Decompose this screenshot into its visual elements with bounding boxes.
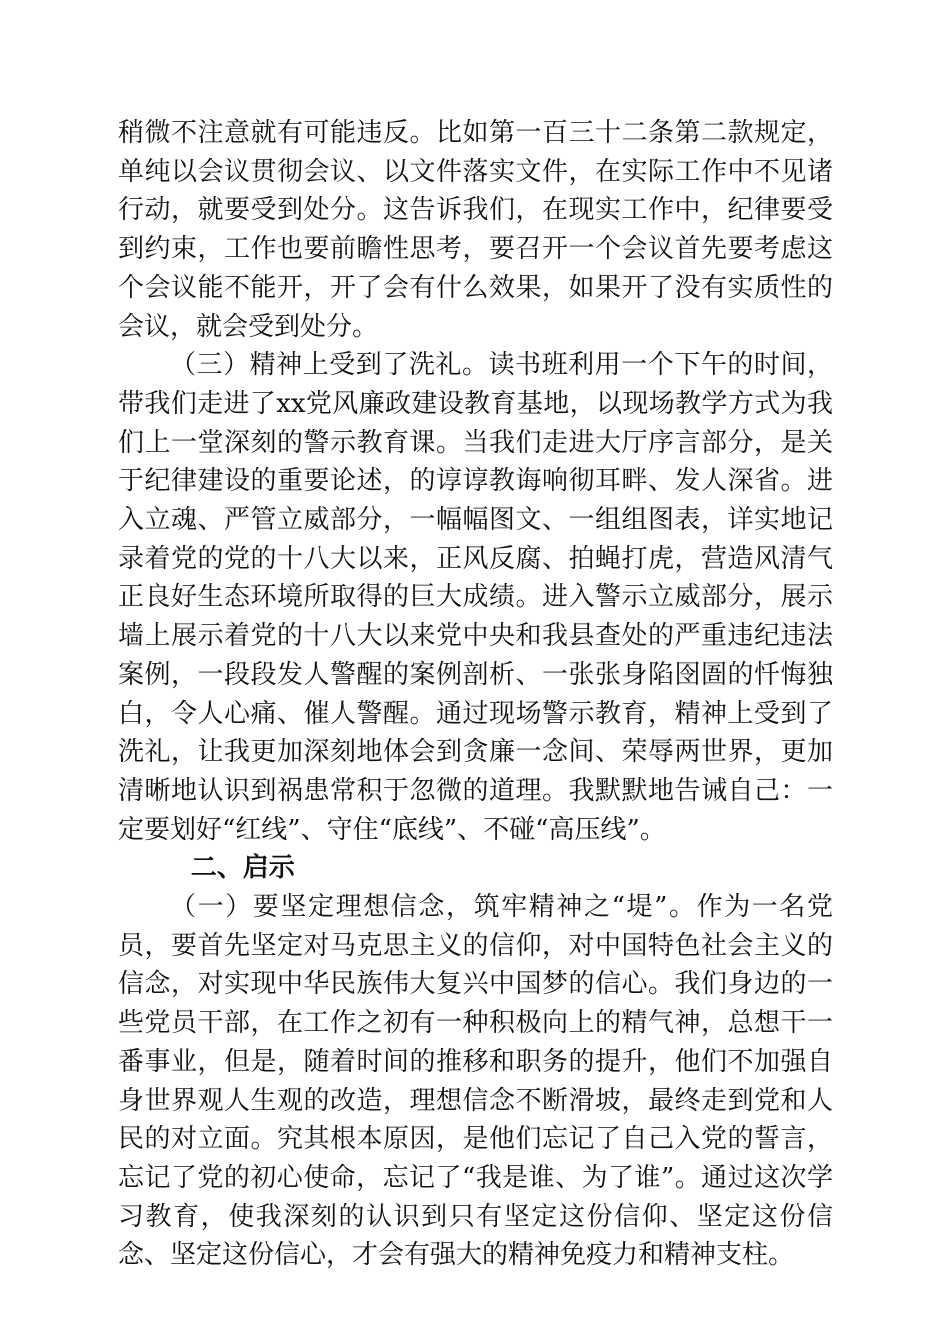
paragraph-spiritual-baptism: （三）精神上受到了洗礼。读书班利用一个下午的时间，带我们走进了xx党风廉政建设教育基地，以现场教学方式为我们上一堂深刻的警示教育课。当我们走进大厅序言部分，是关于纪律建设的重要论述，的谆谆教诲响彻耳畔、发人深省。进入立魂、严管立威部分，一幅幅图文、一组组图表，详实地记录着党的党的十八大以来，正风反腐、拍蝇打虎，营造风清气正良好生态环境所取得的巨大成绩。进入警示立威部分，展示墙上展示着党的十八大以来党中央和我县查处的严重违纪违法案例，一段段发人警醒的案例剖析、一张张身陷囹圄的忏悔独白，令人心痛、催人警醒。通过现场警示教育，精神上受到了洗礼，让我更加深刻地体会到贪廉一念间、荣辱两世界，更加清晰地认识到祸患常积于忽微的道理。我默默地告诫自己：一定要划好“红线”、守住“底线”、不碰“高压线”。 <box>118 350 833 845</box>
paragraph-ideals-and-beliefs: （一）要坚定理想信念，筑牢精神之“堤”。作为一名党员，要首先坚定对马克思主义的信仰，对中国特色社会主义的信念，对实现中华民族伟大复兴中国梦的信心。我们身边的一些党员干部，在工作之初有一种积极向上的精气神，总想干一番事业，但是，随着时间的推移和职务的提升，他们不加强自身世界观人生观的改造，理想信念不断滑坡，最终走到党和人民的对立面。究其根本原因，是他们忘记了自己入党的誓言，忘记了党的初心使命，忘记了“我是谁、为了谁”。通过这次学习教育，使我深刻的认识到只有坚定这份信仰、坚定这份信念、坚定这份信心，才会有强大的精神免疫力和精神支柱。 <box>118 892 833 1271</box>
section-heading-inspiration: 二、启示 <box>190 853 295 884</box>
paragraph-continuation: 稍微不注意就有可能违反。比如第一百三十二条第二款规定，单纯以会议贯彻会议、以文件落实文件，在实际工作中不见诸行动，就要受到处分。这告诉我们，在现实工作中，纪律要受到约束，工作也要前瞻性思考，要召开一个会议首先要考虑这个会议能不能开，开了会有什么效果，如果开了没有实质性的会议，就会受到处分。 <box>118 118 833 342</box>
document-body <box>118 114 833 1275</box>
